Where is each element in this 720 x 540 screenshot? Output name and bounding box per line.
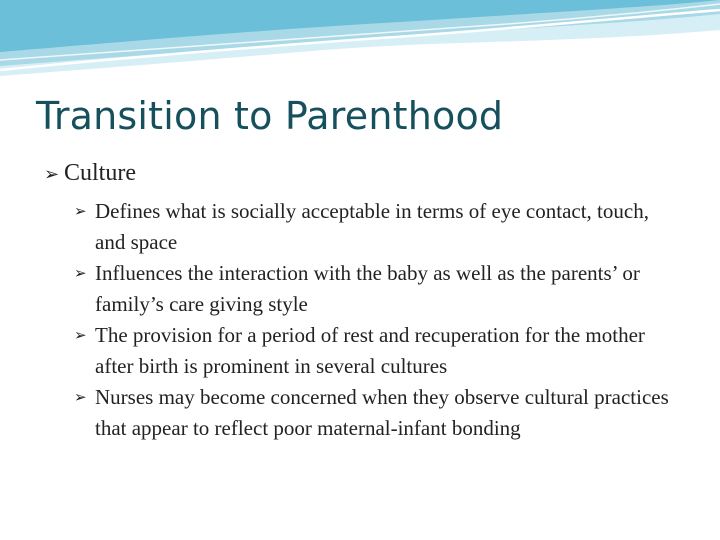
sub-bullet-item: [74, 382, 674, 444]
sub-bullet-text: Nurses may become concerned when they observe cultural practices that appear to reflect poor maternal-infant bonding: [95, 385, 669, 440]
arrow-bullet-icon: ➢: [74, 264, 87, 282]
main-bullet-item: [44, 157, 136, 191]
sub-bullet-text: Defines what is socially acceptable in terms of eye contact, touch, and space: [95, 199, 649, 254]
sub-bullet-text: The provision for a period of rest and recuperation for the mother after birth is prominent in several cultures: [95, 323, 645, 378]
arrow-bullet-icon: ➢: [74, 388, 87, 406]
sub-bullet-text: Influences the interaction with the baby as well as the parents’ or family’s care giving style: [95, 261, 640, 316]
slide-title: Transition to Parenthood: [36, 94, 504, 138]
sub-bullet-list: [74, 196, 674, 444]
sub-bullet-item: [74, 258, 674, 320]
arrow-bullet-icon: ➢: [74, 326, 87, 344]
main-bullet-list: [44, 157, 136, 191]
sub-bullet-item: [74, 320, 674, 382]
sub-bullet-item: [74, 196, 674, 258]
arrow-bullet-icon: ➢: [44, 164, 60, 185]
arrow-bullet-icon: ➢: [74, 202, 87, 220]
main-bullet-text: Culture: [64, 160, 136, 186]
header-wave-band: [0, 0, 720, 90]
